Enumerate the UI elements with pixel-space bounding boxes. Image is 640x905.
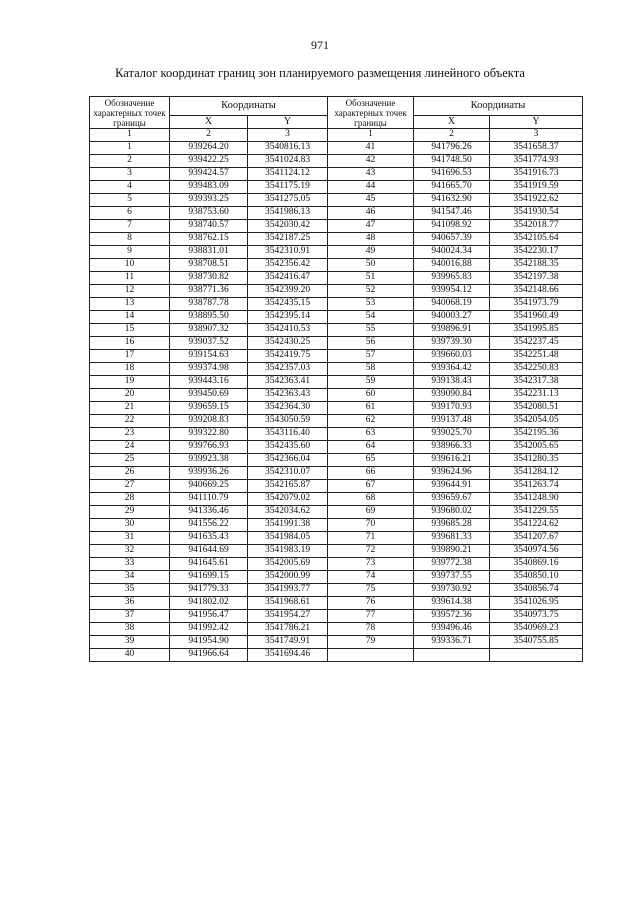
table-row (90, 155, 583, 168)
point-id (328, 649, 414, 662)
coord-x: 941954.90 (170, 636, 248, 649)
table-row (90, 649, 583, 662)
table-row (90, 532, 583, 545)
point-id: 6 (90, 207, 170, 220)
coord-y: 3541207.67 (490, 532, 583, 545)
point-id: 41 (328, 142, 414, 155)
point-id: 52 (328, 285, 414, 298)
coord-x: 940657.39 (414, 233, 490, 246)
table-row (90, 623, 583, 636)
table-row (90, 480, 583, 493)
coord-y: 3541993.77 (248, 584, 328, 597)
col-number: 1 (90, 129, 170, 142)
point-id: 5 (90, 194, 170, 207)
col-number: 1 (328, 129, 414, 142)
coord-x: 939364.42 (414, 363, 490, 376)
coord-x: 939644.91 (414, 480, 490, 493)
coord-x: 939572.36 (414, 610, 490, 623)
point-id: 30 (90, 519, 170, 532)
coord-x: 938907.32 (170, 324, 248, 337)
coord-y: 3540850.10 (490, 571, 583, 584)
coord-y: 3540974.56 (490, 545, 583, 558)
coord-y: 3542410.53 (248, 324, 328, 337)
coord-y: 3540856.74 (490, 584, 583, 597)
coord-x: 939766.93 (170, 441, 248, 454)
coord-y: 3542357.03 (248, 363, 328, 376)
coord-x: 939322.80 (170, 428, 248, 441)
coord-x: 941699.15 (170, 571, 248, 584)
table-row (90, 285, 583, 298)
coord-y: 3541922.62 (490, 194, 583, 207)
table-row (90, 415, 583, 428)
coord-y: 3542317.38 (490, 376, 583, 389)
coord-y: 3541919.59 (490, 181, 583, 194)
coord-x: 939037.52 (170, 337, 248, 350)
table-header (90, 97, 583, 142)
coord-x: 938740.57 (170, 220, 248, 233)
coord-y: 3542165.87 (248, 480, 328, 493)
point-id: 1 (90, 142, 170, 155)
point-id: 47 (328, 220, 414, 233)
table-row (90, 207, 583, 220)
table-body (90, 142, 583, 662)
point-id: 10 (90, 259, 170, 272)
coord-x: 939170.93 (414, 402, 490, 415)
table-row (90, 259, 583, 272)
coord-y: 3542030.42 (248, 220, 328, 233)
page-number: 971 (311, 38, 329, 52)
header-point-label-right: Обозначение характерных точек границы (328, 97, 414, 129)
coord-x: 941696.53 (414, 168, 490, 181)
coord-x: 941547.46 (414, 207, 490, 220)
point-id: 56 (328, 337, 414, 350)
coord-y: 3542005.69 (248, 558, 328, 571)
point-id: 59 (328, 376, 414, 389)
point-id: 58 (328, 363, 414, 376)
coord-y: 3541984.05 (248, 532, 328, 545)
table-row (90, 519, 583, 532)
point-id: 79 (328, 636, 414, 649)
coord-x: 941956.47 (170, 610, 248, 623)
coord-y: 3542399.20 (248, 285, 328, 298)
coord-x: 940003.27 (414, 311, 490, 324)
table-row (90, 311, 583, 324)
coord-x: 939208.83 (170, 415, 248, 428)
point-id: 9 (90, 246, 170, 259)
point-id: 32 (90, 545, 170, 558)
point-id: 8 (90, 233, 170, 246)
table-row (90, 584, 583, 597)
coord-x: 939138.43 (414, 376, 490, 389)
coord-x: 938753.60 (170, 207, 248, 220)
point-id: 71 (328, 532, 414, 545)
coord-x: 939025.70 (414, 428, 490, 441)
coord-x: 941644.69 (170, 545, 248, 558)
coord-y: 3541694.46 (248, 649, 328, 662)
table-row (90, 389, 583, 402)
coord-y: 3541930.54 (490, 207, 583, 220)
coord-x: 939137.48 (414, 415, 490, 428)
col-number: 2 (414, 129, 490, 142)
coord-y: 3541175.19 (248, 181, 328, 194)
table-row (90, 337, 583, 350)
coord-x: 939730.92 (414, 584, 490, 597)
header-y-left: Y (248, 116, 328, 129)
point-id: 74 (328, 571, 414, 584)
table-row (90, 571, 583, 584)
header-y-right: Y (490, 116, 583, 129)
point-id: 18 (90, 363, 170, 376)
header-point-label-left: Обозначение характерных точек границы (90, 97, 170, 129)
coord-x: 941966.64 (170, 649, 248, 662)
coord-x: 938787.78 (170, 298, 248, 311)
header-x-right: X (414, 116, 490, 129)
table-row (90, 597, 583, 610)
point-id: 4 (90, 181, 170, 194)
table-row (90, 428, 583, 441)
coord-x: 939422.25 (170, 155, 248, 168)
point-id: 44 (328, 181, 414, 194)
coord-y: 3541026.95 (490, 597, 583, 610)
coord-y: 3540755.85 (490, 636, 583, 649)
col-number: 2 (170, 129, 248, 142)
col-number: 3 (248, 129, 328, 142)
point-id: 19 (90, 376, 170, 389)
coord-x: 938771.36 (170, 285, 248, 298)
table-row (90, 272, 583, 285)
point-id: 50 (328, 259, 414, 272)
point-id: 48 (328, 233, 414, 246)
coord-y: 3542231.13 (490, 389, 583, 402)
coord-y: 3542187.25 (248, 233, 328, 246)
coord-x: 941110.79 (170, 493, 248, 506)
coord-x: 939624.96 (414, 467, 490, 480)
coord-y: 3542251.48 (490, 350, 583, 363)
coord-y: 3542188.35 (490, 259, 583, 272)
coord-y: 3541774.93 (490, 155, 583, 168)
coord-x (414, 649, 490, 662)
table-row (90, 168, 583, 181)
point-id: 73 (328, 558, 414, 571)
coord-x: 941635.43 (170, 532, 248, 545)
coord-x: 939660.03 (414, 350, 490, 363)
point-id: 70 (328, 519, 414, 532)
coord-x: 938966.33 (414, 441, 490, 454)
table-row (90, 246, 583, 259)
point-id: 28 (90, 493, 170, 506)
table-row (90, 376, 583, 389)
point-id: 36 (90, 597, 170, 610)
header-coords-right: Координаты (414, 97, 583, 116)
table-row (90, 441, 583, 454)
point-id: 39 (90, 636, 170, 649)
table-row (90, 350, 583, 363)
col-number: 3 (490, 129, 583, 142)
coord-x: 939739.30 (414, 337, 490, 350)
table-row (90, 545, 583, 558)
coord-y: 3542395.14 (248, 311, 328, 324)
coord-x: 941748.50 (414, 155, 490, 168)
table-row (90, 402, 583, 415)
coord-y: 3541024.83 (248, 155, 328, 168)
point-id: 60 (328, 389, 414, 402)
coord-y: 3542005.65 (490, 441, 583, 454)
coord-x: 939483.09 (170, 181, 248, 194)
coord-x: 939374.98 (170, 363, 248, 376)
table-row (90, 636, 583, 649)
table-row (90, 181, 583, 194)
coord-y: 3541916.73 (490, 168, 583, 181)
point-id: 20 (90, 389, 170, 402)
coord-x: 940068.19 (414, 298, 490, 311)
table-row (90, 610, 583, 623)
point-id: 72 (328, 545, 414, 558)
point-id: 63 (328, 428, 414, 441)
coord-y: 3541248.90 (490, 493, 583, 506)
table-row (90, 363, 583, 376)
point-id: 25 (90, 454, 170, 467)
coord-x: 938895.50 (170, 311, 248, 324)
header-x-left: X (170, 116, 248, 129)
coord-x: 940024.34 (414, 246, 490, 259)
point-id: 22 (90, 415, 170, 428)
coord-y: 3542148.66 (490, 285, 583, 298)
coord-x: 941632.90 (414, 194, 490, 207)
coord-y: 3541954.27 (248, 610, 328, 623)
point-id: 69 (328, 506, 414, 519)
coord-y: 3541786.21 (248, 623, 328, 636)
table-row (90, 142, 583, 155)
point-id: 3 (90, 168, 170, 181)
coord-x: 938708.51 (170, 259, 248, 272)
coord-x: 939614.38 (414, 597, 490, 610)
table-row (90, 558, 583, 571)
coord-x: 939659.15 (170, 402, 248, 415)
coord-y: 3541284.12 (490, 467, 583, 480)
table-row (90, 298, 583, 311)
point-id: 38 (90, 623, 170, 636)
point-id: 76 (328, 597, 414, 610)
coord-x: 941645.61 (170, 558, 248, 571)
coord-y: 3542363.41 (248, 376, 328, 389)
table-row (90, 467, 583, 480)
coord-x: 941779.33 (170, 584, 248, 597)
point-id: 24 (90, 441, 170, 454)
point-id: 51 (328, 272, 414, 285)
coord-x: 939896.91 (414, 324, 490, 337)
coord-y: 3542079.02 (248, 493, 328, 506)
coord-x: 939496.46 (414, 623, 490, 636)
point-id: 17 (90, 350, 170, 363)
coord-x: 939616.21 (414, 454, 490, 467)
coord-y: 3541124.12 (248, 168, 328, 181)
coord-y: 3541224.62 (490, 519, 583, 532)
coord-x: 939264.20 (170, 142, 248, 155)
coord-x: 939154.63 (170, 350, 248, 363)
coord-y: 3542054.05 (490, 415, 583, 428)
coord-y: 3542195.36 (490, 428, 583, 441)
coord-x: 941556.22 (170, 519, 248, 532)
coord-y: 3541749.91 (248, 636, 328, 649)
point-id: 61 (328, 402, 414, 415)
coord-x: 941992.42 (170, 623, 248, 636)
point-id: 62 (328, 415, 414, 428)
coord-y: 3541229.55 (490, 506, 583, 519)
point-id: 35 (90, 584, 170, 597)
coordinates-table (89, 96, 583, 662)
point-id: 37 (90, 610, 170, 623)
point-id: 27 (90, 480, 170, 493)
coord-y: 3541263.74 (490, 480, 583, 493)
coord-x: 938730.82 (170, 272, 248, 285)
coord-y: 3542080.51 (490, 402, 583, 415)
point-id: 78 (328, 623, 414, 636)
point-id: 12 (90, 285, 170, 298)
point-id: 54 (328, 311, 414, 324)
table-row (90, 233, 583, 246)
coord-y: 3542018.77 (490, 220, 583, 233)
point-id: 65 (328, 454, 414, 467)
point-id: 77 (328, 610, 414, 623)
coord-y: 3542105.64 (490, 233, 583, 246)
point-id: 46 (328, 207, 414, 220)
coord-y: 3541960.49 (490, 311, 583, 324)
point-id: 49 (328, 246, 414, 259)
coord-y: 3542197.38 (490, 272, 583, 285)
coord-x: 939424.57 (170, 168, 248, 181)
coord-x: 939681.33 (414, 532, 490, 545)
coord-x: 939685.28 (414, 519, 490, 532)
coord-y: 3541280.35 (490, 454, 583, 467)
coord-y: 3542366.04 (248, 454, 328, 467)
coord-y: 3542419.75 (248, 350, 328, 363)
coord-y: 3541658.37 (490, 142, 583, 155)
document-title: Каталог координат границ зон планируемого размещения линейного объекта (115, 66, 525, 80)
coord-y: 3542237.45 (490, 337, 583, 350)
coord-x: 939393.25 (170, 194, 248, 207)
point-id: 23 (90, 428, 170, 441)
point-id: 14 (90, 311, 170, 324)
table-row (90, 220, 583, 233)
coord-y: 3541983.19 (248, 545, 328, 558)
coord-x: 939680.02 (414, 506, 490, 519)
point-id: 34 (90, 571, 170, 584)
point-id: 67 (328, 480, 414, 493)
coord-x: 939336.71 (414, 636, 490, 649)
header-coords-left: Координаты (170, 97, 328, 116)
coord-y: 3540973.75 (490, 610, 583, 623)
point-id: 11 (90, 272, 170, 285)
coord-y: 3540969.23 (490, 623, 583, 636)
coord-x: 941665.70 (414, 181, 490, 194)
coord-y: 3542435.60 (248, 441, 328, 454)
coord-x: 939090.84 (414, 389, 490, 402)
table-row (90, 194, 583, 207)
point-id: 16 (90, 337, 170, 350)
coord-y: 3542034.62 (248, 506, 328, 519)
coord-y: 3542416.47 (248, 272, 328, 285)
coord-y: 3541968.61 (248, 597, 328, 610)
point-id: 2 (90, 155, 170, 168)
table-row (90, 493, 583, 506)
coord-x: 940016.88 (414, 259, 490, 272)
point-id: 64 (328, 441, 414, 454)
coord-x: 938762.15 (170, 233, 248, 246)
coord-x: 939890.21 (414, 545, 490, 558)
coord-x: 940669.25 (170, 480, 248, 493)
point-id: 43 (328, 168, 414, 181)
point-id: 57 (328, 350, 414, 363)
coord-y: 3542363.43 (248, 389, 328, 402)
point-id: 13 (90, 298, 170, 311)
coord-x: 939443.16 (170, 376, 248, 389)
coord-y: 3542000.99 (248, 571, 328, 584)
coord-x: 939737.55 (414, 571, 490, 584)
coord-y: 3543116.40 (248, 428, 328, 441)
coord-x: 939659.67 (414, 493, 490, 506)
coord-y: 3542310.91 (248, 246, 328, 259)
coord-x: 939772.38 (414, 558, 490, 571)
point-id: 75 (328, 584, 414, 597)
point-id: 21 (90, 402, 170, 415)
point-id: 42 (328, 155, 414, 168)
coord-y: 3541275.05 (248, 194, 328, 207)
table-row (90, 506, 583, 519)
coord-y: 3542364.30 (248, 402, 328, 415)
table-row (90, 454, 583, 467)
point-id: 40 (90, 649, 170, 662)
coord-x: 941336.46 (170, 506, 248, 519)
coord-x: 939450.69 (170, 389, 248, 402)
coord-y: 3541973.79 (490, 298, 583, 311)
coord-y: 3542310.07 (248, 467, 328, 480)
point-id: 45 (328, 194, 414, 207)
coord-x: 938831.01 (170, 246, 248, 259)
coord-x: 941802.02 (170, 597, 248, 610)
coord-x: 941098.92 (414, 220, 490, 233)
point-id: 15 (90, 324, 170, 337)
coord-y: 3542435.15 (248, 298, 328, 311)
point-id: 55 (328, 324, 414, 337)
coord-x: 939923.38 (170, 454, 248, 467)
point-id: 66 (328, 467, 414, 480)
coord-y: 3542430.25 (248, 337, 328, 350)
point-id: 7 (90, 220, 170, 233)
coord-x: 941796.26 (414, 142, 490, 155)
coord-y: 3541995.85 (490, 324, 583, 337)
coord-y: 3542250.83 (490, 363, 583, 376)
coord-x: 939954.12 (414, 285, 490, 298)
coord-y: 3543050.59 (248, 415, 328, 428)
point-id: 33 (90, 558, 170, 571)
coord-y: 3542230.17 (490, 246, 583, 259)
coord-y: 3541986.13 (248, 207, 328, 220)
point-id: 68 (328, 493, 414, 506)
coord-y: 3540816.13 (248, 142, 328, 155)
coord-x: 939936.26 (170, 467, 248, 480)
table-row (90, 324, 583, 337)
point-id: 29 (90, 506, 170, 519)
coord-y (490, 649, 583, 662)
point-id: 53 (328, 298, 414, 311)
point-id: 26 (90, 467, 170, 480)
coord-x: 939965.83 (414, 272, 490, 285)
coord-y: 3540869.16 (490, 558, 583, 571)
coord-y: 3541991.38 (248, 519, 328, 532)
coord-y: 3542356.42 (248, 259, 328, 272)
point-id: 31 (90, 532, 170, 545)
